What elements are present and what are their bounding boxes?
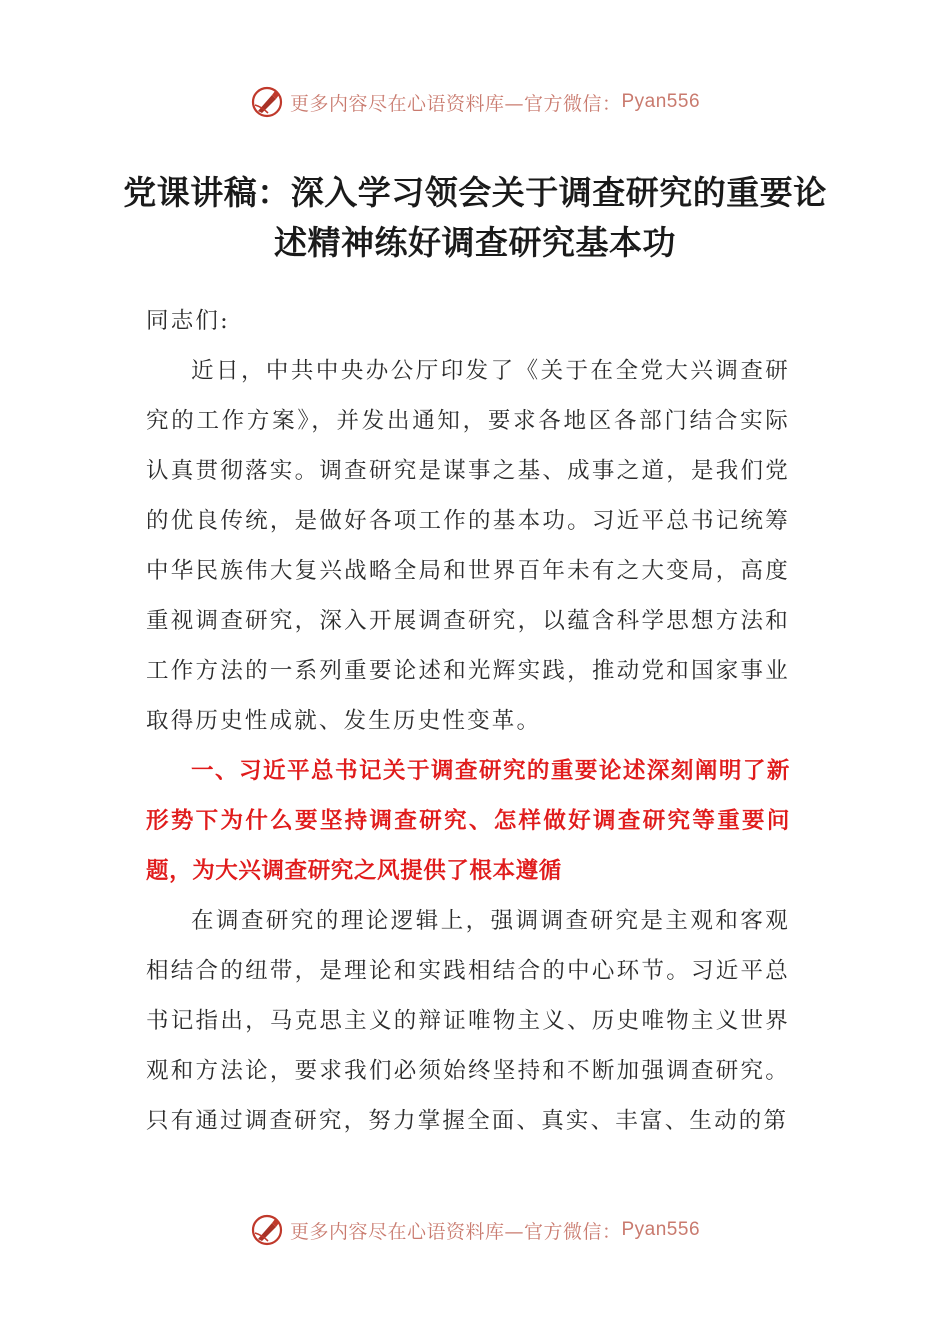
watermark-wechat-id: Pyan556 bbox=[621, 1219, 701, 1240]
section-paragraph: 在调查研究的理论逻辑上，强调调查研究是主观和客观相结合的纽带，是理论和实践相结合的中心环节。习近平总书记指出，马克思主义的辩证唯物主义、历史唯物主义世界观和方法论，要求我们必须始终坚持和不断加强调查研究。只有通过调查研究，努力掌握全面、真实、丰富、生动的第 bbox=[146, 908, 790, 1134]
salutation: 同志们: bbox=[146, 308, 230, 334]
pen-nib-logo-icon bbox=[250, 1213, 284, 1247]
section-heading: 一、习近平总书记关于调查研究的重要论述深刻阐明了新形势下为什么要坚持调查研究、怎样做好调查研究等重要问题，为大兴调查研究之风提供了根本遵循 bbox=[146, 758, 790, 884]
document-body bbox=[146, 296, 790, 1146]
watermark-text: 更多内容尽在心语资料库—官方微信： bbox=[289, 92, 622, 115]
document-title: 党课讲稿：深入学习领会关于调查研究的重要论述精神练好调查研究基本功 bbox=[123, 173, 827, 262]
pen-nib-logo-icon bbox=[250, 85, 284, 119]
watermark-header bbox=[0, 82, 950, 122]
intro-paragraph: 近日，中共中央办公厅印发了《关于在全党大兴调查研究的工作方案》，并发出通知，要求各地区各部门结合实际认真贯彻落实。调查研究是谋事之基、成事之道，是我们党的优良传统，是做好各项工作的基本功。习近平总书记统筹中华民族伟大复兴战略全局和世界百年未有之大变局，高度重视调查研究，深入开展调查研究，以蕴含科学思想方法和工作方法的一系列重要论述和光辉实践，推动党和国家事业取得历史性成就、发生历史性变革。 bbox=[146, 358, 790, 734]
watermark-text: 更多内容尽在心语资料库—官方微信： bbox=[289, 1220, 622, 1243]
watermark-footer bbox=[0, 1210, 950, 1250]
watermark-wechat-id: Pyan556 bbox=[621, 91, 701, 112]
